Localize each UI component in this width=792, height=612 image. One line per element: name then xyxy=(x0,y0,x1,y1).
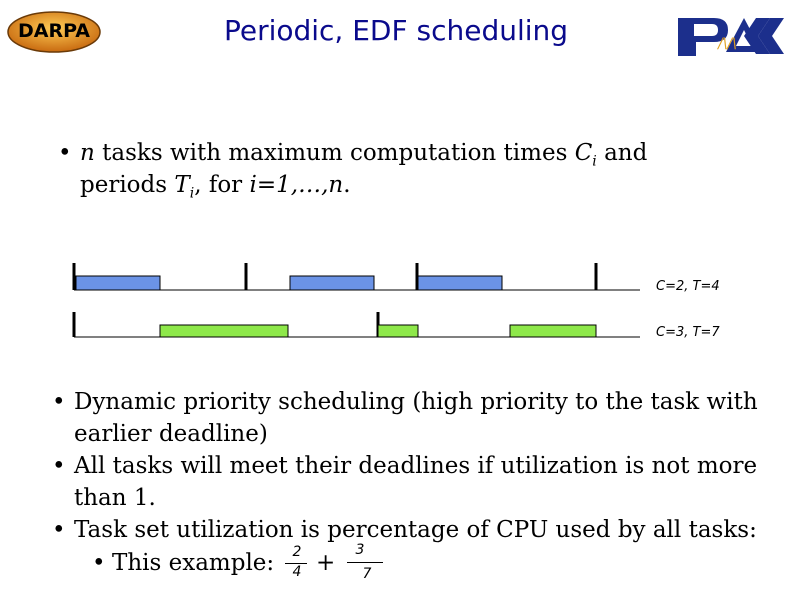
task2-job-1 xyxy=(160,325,288,337)
task1-label: C=2, T=4 xyxy=(656,279,720,294)
intro-t-sub: i xyxy=(189,185,195,202)
svg-text:/\/\: /\/\ xyxy=(718,36,737,52)
bullet-marker: • xyxy=(58,140,72,166)
bullet-2-line-1: All tasks will meet their deadlines if utilization is not more xyxy=(74,453,758,479)
task1-job-2 xyxy=(290,276,374,290)
intro-range: i=1,…,n xyxy=(249,172,344,198)
frac1-den: 4 xyxy=(292,564,302,580)
task2-job-2b xyxy=(510,325,596,337)
bullet-2-line-2: than 1. xyxy=(74,485,156,511)
intro-for: , for xyxy=(194,172,250,198)
task1-job-3 xyxy=(418,276,502,290)
bullet-marker: • xyxy=(52,389,66,415)
frac2-num: 3 xyxy=(355,542,365,558)
task1-job-1 xyxy=(76,276,160,290)
slide-title: Periodic, EDF scheduling xyxy=(223,14,569,47)
intro-c-sub: i xyxy=(592,153,597,170)
pakk-logo xyxy=(674,10,786,62)
bullet-2 xyxy=(52,450,66,482)
bullet-3 xyxy=(52,514,66,546)
intro-period: . xyxy=(343,172,351,198)
intro-bullet xyxy=(58,137,72,169)
bullet-1-text xyxy=(74,386,758,450)
bullet-1-line-2: earlier deadline) xyxy=(74,421,268,447)
bullet-marker: • xyxy=(52,453,66,479)
intro-text-b: and xyxy=(596,140,648,166)
frac1-num: 2 xyxy=(292,544,302,560)
frac2-bar xyxy=(347,562,383,563)
plus-sign: + xyxy=(316,550,336,576)
intro-t: T xyxy=(174,172,190,198)
bullet-1 xyxy=(52,386,66,418)
task2-label: C=3, T=7 xyxy=(656,325,720,340)
intro-n: n xyxy=(80,140,95,166)
bullet-marker: • xyxy=(92,550,106,576)
intro-text-a: tasks with maximum computation times xyxy=(94,140,575,166)
task2-job-2a xyxy=(378,325,418,337)
edf-timeline xyxy=(60,255,660,345)
intro-line-2 xyxy=(80,169,351,210)
bullet-1-line-1: Dynamic priority scheduling (high priority to the task with xyxy=(74,389,758,415)
frac2-den: 7 xyxy=(362,566,372,582)
example-label: This example: xyxy=(112,550,275,576)
intro-c: C xyxy=(574,140,593,166)
bullet-2-text xyxy=(74,450,757,514)
bullet-3-line-1: Task set utilization is percentage of CPU used by all tasks: xyxy=(74,517,757,543)
bullet-marker: • xyxy=(52,517,66,543)
example-bullet xyxy=(92,547,106,579)
intro-periods: periods xyxy=(80,172,175,198)
darpa-logo-text: DARPA xyxy=(18,20,90,42)
bullet-3-text xyxy=(74,514,757,546)
